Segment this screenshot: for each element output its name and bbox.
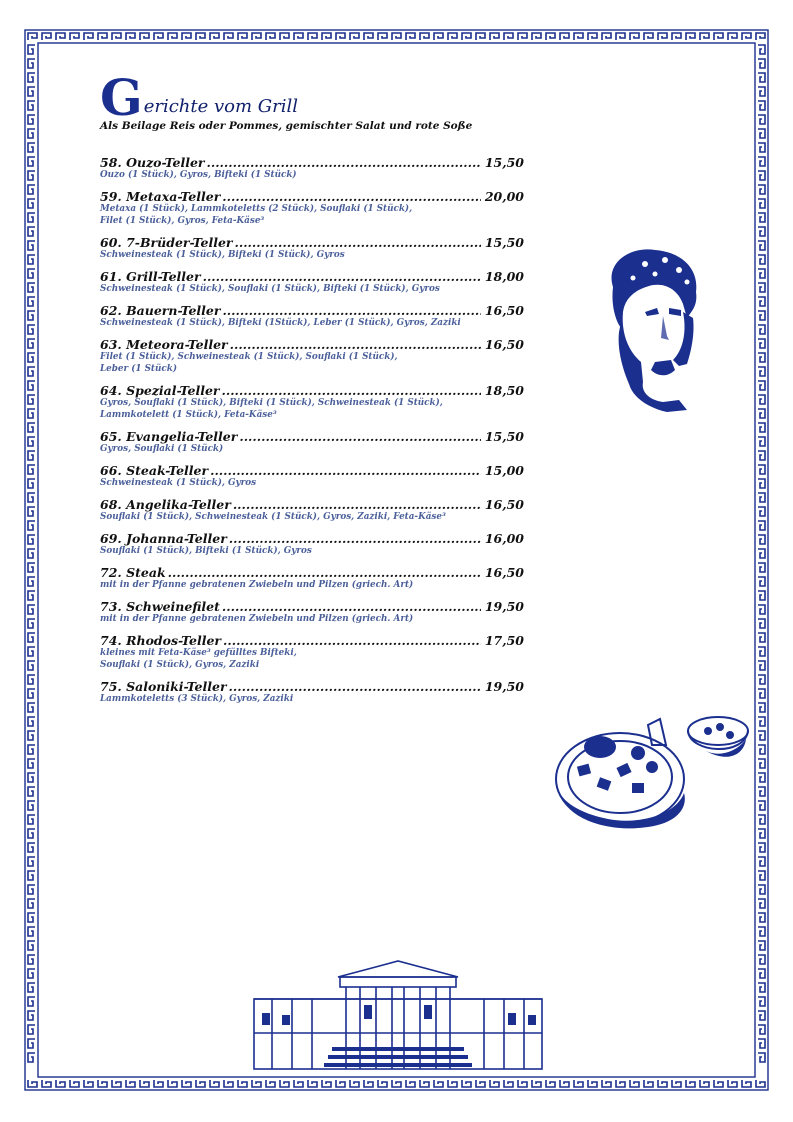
dot-leader <box>168 566 481 579</box>
menu-item <box>100 498 524 524</box>
menu-item-header <box>100 270 524 283</box>
menu-item-name: 61. Grill-Teller <box>100 268 201 284</box>
menu-item-description: Gyros, Souflaki (1 Stück) <box>100 443 224 454</box>
dot-leader <box>222 600 481 613</box>
menu-item <box>100 430 524 456</box>
menu-item-description: mit in der Pfanne gebratenen Zwiebeln und Pilzen (griech. Art) <box>100 613 414 624</box>
menu-item <box>100 156 524 182</box>
dot-leader <box>222 190 481 203</box>
menu-item-header <box>100 464 524 477</box>
menu-item-name: 63. Meteora-Teller <box>100 336 228 352</box>
menu-item-header <box>100 566 524 579</box>
menu-item-header <box>100 600 524 613</box>
greek-head-illustration <box>583 242 708 416</box>
menu-item-price: 19,50 <box>484 598 524 614</box>
menu-item-price: 18,00 <box>484 268 524 284</box>
menu-item-header <box>100 190 524 203</box>
plate-illustration <box>548 709 760 839</box>
menu-item-header <box>100 634 524 647</box>
dot-leader <box>207 156 481 169</box>
menu-item <box>100 634 524 672</box>
menu-item-header <box>100 384 524 397</box>
dot-leader <box>234 236 480 249</box>
menu-item-name: 72. Steak <box>100 564 166 580</box>
menu-item-name: 74. Rhodos-Teller <box>100 632 222 648</box>
menu-item-description: mit in der Pfanne gebratenen Zwiebeln und Pilzen (griech. Art) <box>100 579 414 590</box>
menu-item-name: 59. Metaxa-Teller <box>100 189 221 204</box>
menu-item-header <box>100 498 524 511</box>
menu-item <box>100 384 524 422</box>
menu-item <box>100 270 524 296</box>
menu-item-name: 68. Angelika-Teller <box>100 496 231 512</box>
menu-item-description: Gyros, Souflaki (1 Stück), Bifteki (1 Stück), Schweinesteak (1 Stück), Lammkotelett (1 Stück), Feta-Käse³ <box>100 397 443 420</box>
dot-leader <box>210 464 481 477</box>
menu-item <box>100 680 524 706</box>
page-heading <box>100 68 473 132</box>
menu-item-name: 75. Saloniki-Teller <box>100 678 227 694</box>
menu-item <box>100 338 524 376</box>
menu-item-description: Souflaki (1 Stück), Schweinesteak (1 Stück), Gyros, Zaziki, Feta-Käse³ <box>100 511 446 522</box>
menu-item-description: Schweinesteak (1 Stück), Gyros <box>100 477 257 488</box>
menu-item-price: 16,50 <box>484 302 524 318</box>
menu-item-name: 62. Bauern-Teller <box>100 302 221 318</box>
dot-leader <box>223 634 481 647</box>
menu-item <box>100 532 524 558</box>
menu-item-description: Metaxa (1 Stück), Lammkoteletts (2 Stück), Souflaki (1 Stück), Filet (1 Stück), Gyros, Feta-Käse³ <box>100 204 413 226</box>
menu-item-name: 58. Ouzo-Teller <box>100 155 205 170</box>
dot-leader <box>239 430 481 443</box>
menu-item-price: 15,50 <box>484 234 524 250</box>
menu-item-name: 69. Johanna-Teller <box>100 530 227 546</box>
menu-item-description: Schweinesteak (1 Stück), Bifteki (1 Stück), Gyros <box>100 250 345 260</box>
dot-leader <box>203 270 481 283</box>
dot-leader <box>233 498 481 511</box>
menu-item-header <box>100 304 524 317</box>
menu-item-price: 15,00 <box>484 462 524 478</box>
title-initial: G <box>100 68 143 127</box>
menu-item-description: Lammkoteletts (3 Stück), Gyros, Zaziki <box>100 693 294 704</box>
menu-item-header <box>100 532 524 545</box>
menu-item-description: Schweinesteak (1 Stück), Bifteki (1Stück), Leber (1 Stück), Gyros, Zaziki <box>100 318 461 328</box>
menu-item-header <box>100 156 524 169</box>
menu-item-price: 17,50 <box>484 632 524 648</box>
menu-item-description: Souflaki (1 Stück), Bifteki (1 Stück), Gyros <box>100 545 312 556</box>
menu-item <box>100 304 524 330</box>
menu-item-price: 19,50 <box>484 678 524 694</box>
menu-item-name: 73. Schweinefilet <box>100 598 220 614</box>
menu-item-price: 18,50 <box>484 382 524 398</box>
menu-item-price: 16,50 <box>484 496 524 512</box>
title-text: erichte vom Grill <box>143 96 299 117</box>
menu-item-name: 65. Evangelia-Teller <box>100 428 238 444</box>
menu-item-price: 15,50 <box>484 155 524 170</box>
menu-item-header <box>100 236 524 249</box>
menu-item-description: Schweinesteak (1 Stück), Souflaki (1 Stück), Bifteki (1 Stück), Gyros <box>100 284 440 294</box>
menu-item <box>100 236 524 262</box>
menu-item <box>100 464 524 490</box>
page-subtitle: Als Beilage Reis oder Pommes, gemischter Salat und rote Soße <box>100 120 473 132</box>
dot-leader <box>222 384 481 397</box>
menu-item-header <box>100 338 524 351</box>
menu-item-price: 15,50 <box>484 428 524 444</box>
menu-item-name: 66. Steak-Teller <box>100 462 209 478</box>
dot-leader <box>230 338 481 351</box>
dot-leader <box>229 532 481 545</box>
menu-item-description: kleines mit Feta-Käse³ gefülltes Bifteki, Souflaki (1 Stück), Gyros, Zaziki <box>100 647 297 670</box>
menu-item-description: Filet (1 Stück), Schweinesteak (1 Stück), Souflaki (1 Stück), Leber (1 Stück) <box>100 352 398 374</box>
menu-item-name: 64. Spezial-Teller <box>100 382 220 398</box>
menu-item-header <box>100 680 524 693</box>
menu-item-name: 60. 7-Brüder-Teller <box>100 234 233 250</box>
dot-leader <box>229 680 481 693</box>
menu-item-description: Ouzo (1 Stück), Gyros, Bifteki (1 Stück) <box>100 170 297 181</box>
menu-item-header <box>100 430 524 443</box>
menu-item-price: 16,50 <box>484 564 524 580</box>
menu-item-price: 16,50 <box>484 336 524 352</box>
menu-list <box>100 156 524 714</box>
menu-item-price: 20,00 <box>484 189 524 204</box>
menu-item-price: 16,00 <box>484 530 524 546</box>
menu-item <box>100 600 524 626</box>
menu-item <box>100 566 524 592</box>
menu-item <box>100 190 524 228</box>
temple-illustration <box>248 955 548 1077</box>
dot-leader <box>222 304 480 317</box>
